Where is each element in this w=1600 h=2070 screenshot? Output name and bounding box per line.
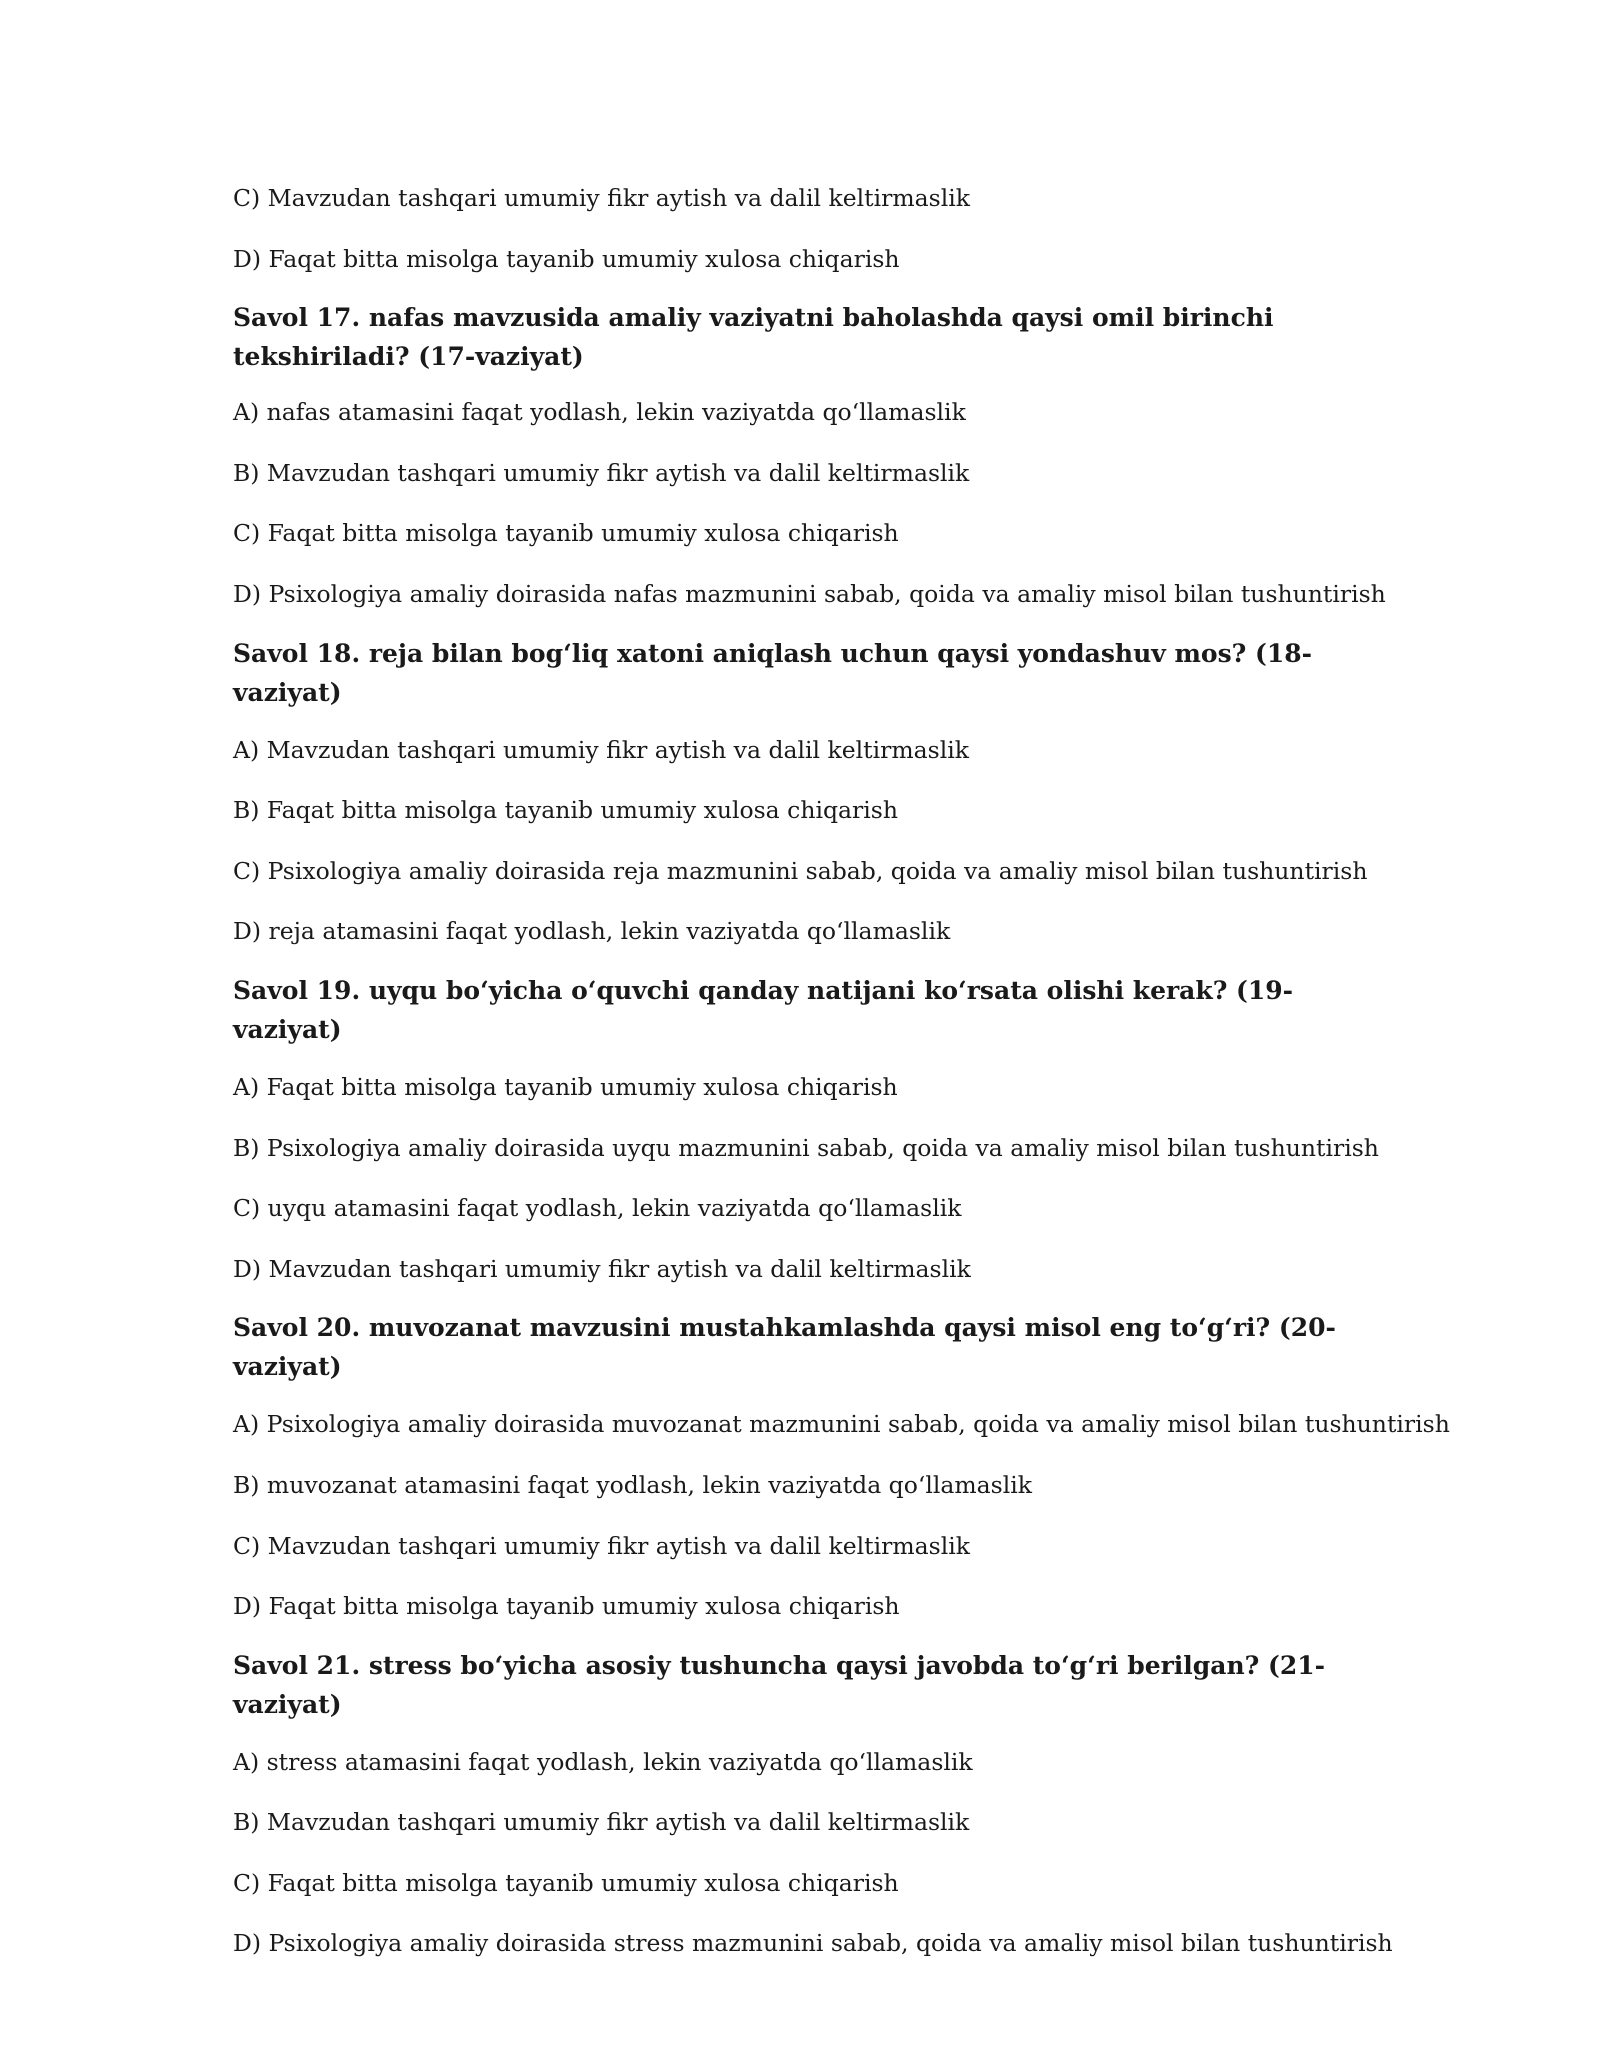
answer-option: A) Mavzudan tashqari umumiy fikr aytish va dalil keltirmaslik: [233, 735, 969, 764]
answer-option: A) Faqat bitta misolga tayanib umumiy xulosa chiqarish: [233, 1072, 898, 1101]
question-title: Savol 17. nafas mavzusida amaliy vaziyatni baholashda qaysi omil birinchi tekshiriladi? (17-vaziyat): [233, 303, 1274, 372]
question-title: Savol 18. reja bilan bog‘liq xatoni aniqlash uchun qaysi yondashuv mos? (18-vaziyat): [233, 638, 1313, 707]
answer-option: B) Faqat bitta misolga tayanib umumiy xulosa chiqarish: [233, 796, 898, 825]
answer-option: C) Faqat bitta misolga tayanib umumiy xulosa chiqarish: [233, 1868, 899, 1897]
answer-option: B) Mavzudan tashqari umumiy fikr aytish va dalil keltirmaslik: [233, 458, 970, 487]
answer-option: C) Faqat bitta misolga tayanib umumiy xulosa chiqarish: [233, 519, 899, 548]
question-title: Savol 20. muvozanat mavzusini mustahkamlashda qaysi misol eng to‘g‘ri? (20-vaziyat): [233, 1313, 1336, 1382]
answer-option: B) Mavzudan tashqari umumiy fikr aytish va dalil keltirmaslik: [233, 1808, 970, 1837]
question-title: Savol 21. stress bo‘yicha asosiy tushuncha qaysi javobda to‘g‘ri berilgan? (21-vaziyat): [233, 1650, 1325, 1719]
answer-option: D) Faqat bitta misolga tayanib umumiy xulosa chiqarish: [233, 244, 900, 273]
answer-option: D) Psixologiya amaliy doirasida stress mazmunini sabab, qoida va amaliy misol bilan tushuntirish: [233, 1929, 1393, 1958]
answer-option: D) Mavzudan tashqari umumiy fikr aytish va dalil keltirmaslik: [233, 1254, 971, 1283]
answer-option: B) Psixologiya amaliy doirasida uyqu mazmunini sabab, qoida va amaliy misol bilan tushuntirish: [233, 1133, 1379, 1162]
answer-option: C) Psixologiya amaliy doirasida reja mazmunini sabab, qoida va amaliy misol bilan tushuntirish: [233, 856, 1368, 885]
answer-option: A) Psixologiya amaliy doirasida muvozanat mazmunini sabab, qoida va amaliy misol bilan tushuntirish: [233, 1410, 1450, 1439]
answer-option: C) Mavzudan tashqari umumiy fikr aytish va dalil keltirmaslik: [233, 1531, 971, 1560]
answer-option: D) Faqat bitta misolga tayanib umumiy xulosa chiqarish: [233, 1592, 900, 1621]
question-title: Savol 19. uyqu bo‘yicha o‘quvchi qanday natijani ko‘rsata olishi kerak? (19-vaziyat): [233, 975, 1294, 1044]
answer-option: A) stress atamasini faqat yodlash, lekin vaziyatda qo‘llamaslik: [233, 1747, 973, 1776]
answer-option: C) Mavzudan tashqari umumiy fikr aytish va dalil keltirmaslik: [233, 184, 971, 212]
document-page: [233, 182, 1450, 1988]
answer-option: D) reja atamasini faqat yodlash, lekin vaziyatda qo‘llamaslik: [233, 917, 951, 946]
answer-option: B) muvozanat atamasini faqat yodlash, lekin vaziyatda qo‘llamaslik: [233, 1470, 1033, 1499]
answer-option: D) Psixologiya amaliy doirasida nafas mazmunini sabab, qoida va amaliy misol bilan tushuntirish: [233, 579, 1386, 608]
answer-option: C) uyqu atamasini faqat yodlash, lekin vaziyatda qo‘llamaslik: [233, 1194, 962, 1223]
answer-option: A) nafas atamasini faqat yodlash, lekin vaziyatda qo‘llamaslik: [233, 398, 966, 427]
